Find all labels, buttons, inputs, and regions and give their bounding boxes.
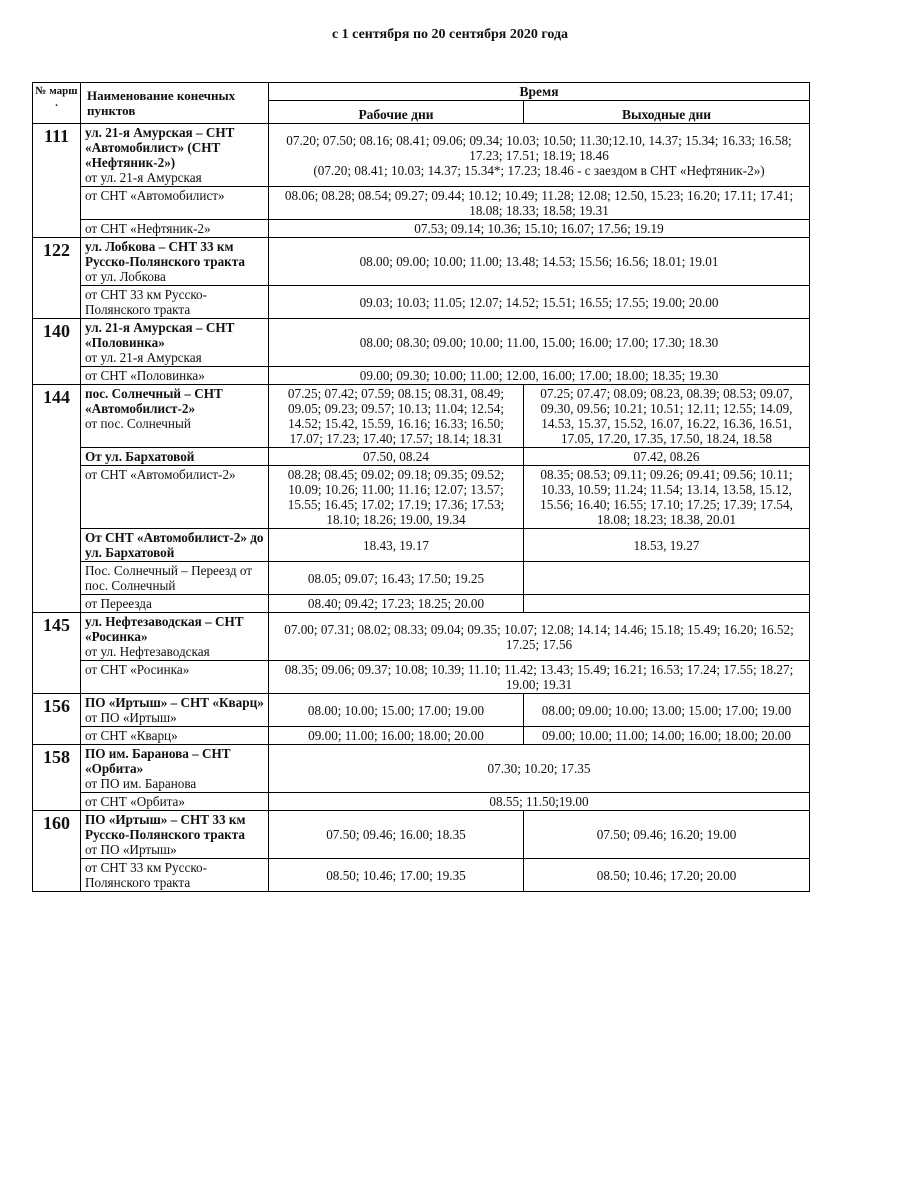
- endpoint-cell: [81, 727, 269, 745]
- route-row: [33, 220, 810, 238]
- route-number: 158: [33, 745, 81, 811]
- times-text: 09.00; 09.30; 10.00; 11.00; 12.00, 16.00; 17.00; 18.00; 18.35; 19.30: [359, 368, 719, 383]
- times-weekends: 08.00; 09.00; 10.00; 13.00; 15.00; 17.00; 19.00: [524, 694, 810, 727]
- route-row: [33, 595, 810, 613]
- endpoint-cell: [81, 694, 269, 727]
- endpoint-origin: от ул. 21-я Амурская: [85, 170, 202, 185]
- times-weekends: 18.53, 19.27: [524, 529, 810, 562]
- times-text: 07.53; 09.14; 10.36; 15.10; 16.07; 17.56; 19.19: [414, 221, 664, 236]
- page-title: с 1 сентября по 20 сентября 2020 года: [331, 27, 569, 42]
- route-row: [33, 661, 810, 694]
- endpoint-origin: от ПО им. Баранова: [85, 776, 197, 791]
- route-row: [33, 529, 810, 562]
- endpoint-origin: от ПО «Иртыш»: [85, 842, 177, 857]
- times-text: 08.00; 09.00; 10.00; 11.00; 13.48; 14.53; 15.56; 16.56; 18.01; 19.01: [359, 254, 719, 269]
- schedule-body: [33, 124, 810, 892]
- endpoint-route-name: ПО «Иртыш» – СНТ «Кварц»: [85, 695, 264, 710]
- header-workdays: Рабочие дни: [269, 101, 524, 124]
- times-workdays: 07.25; 07.42; 07.59; 08.15; 08.31, 08.49; 09.05; 09.23; 09.57; 10.13; 11.04; 12.54; 14.52; 15.42, 15.59, 16.16; 16.33; 16.50; 17.07; 17.23; 17.40; 17.57; 18.14; 18.31: [269, 385, 524, 448]
- endpoint-cell: [81, 466, 269, 529]
- times-text: 08.55; 11.50;19.00: [489, 794, 589, 809]
- times-weekends: [524, 595, 810, 613]
- endpoint-cell: [81, 745, 269, 793]
- endpoint-origin: от пос. Солнечный: [85, 416, 191, 431]
- header-endpoints: Наименование конечных пунктов: [81, 83, 269, 124]
- endpoint-origin: от Переезда: [85, 596, 152, 611]
- times-all-days: [269, 367, 810, 385]
- header-time: Время: [269, 83, 810, 101]
- route-row: [33, 367, 810, 385]
- endpoint-origin: от СНТ «Нефтяник-2»: [85, 221, 211, 236]
- times-text: 09.03; 10.03; 11.05; 12.07; 14.52; 15.51; 16.55; 17.55; 19.00; 20.00: [359, 294, 719, 310]
- times-workdays: 18.43, 19.17: [269, 529, 524, 562]
- endpoint-route-name: ПО им. Баранова – СНТ «Орбита»: [85, 746, 231, 776]
- endpoint-route-name: ПО «Иртыш» – СНТ 33 км Русско-Полянского тракта: [85, 812, 246, 842]
- endpoint-route-name: пос. Солнечный – СНТ «Автомобилист-2»: [85, 386, 223, 416]
- endpoint-cell: [81, 319, 269, 367]
- times-all-days: [269, 613, 810, 661]
- route-row: [33, 793, 810, 811]
- times-all-days: [269, 793, 810, 811]
- times-all-days: [269, 286, 810, 319]
- route-number: 145: [33, 613, 81, 694]
- endpoint-cell: [81, 220, 269, 238]
- endpoint-origin: от ул. 21-я Амурская: [85, 350, 202, 365]
- endpoint-cell: [81, 529, 269, 562]
- times-workdays: 08.28; 08.45; 09.02; 09.18; 09.35; 09.52; 10.09; 10.26; 11.00; 11.16; 12.07; 13.57; 15.55; 16.45; 17.02; 17.19; 17.36; 17.53; 18.10; 18.26; 19.00, 19.34: [269, 466, 524, 529]
- endpoint-origin: от ул. Лобкова: [85, 269, 166, 284]
- route-row: [33, 448, 810, 466]
- endpoint-route-name: ул. Лобкова – СНТ 33 км Русско-Полянского тракта: [85, 239, 245, 269]
- route-row: [33, 286, 810, 319]
- route-row: [33, 613, 810, 661]
- route-row: [33, 466, 810, 529]
- times-all-days: [269, 124, 810, 187]
- times-all-days: [269, 745, 810, 793]
- times-weekends: 08.50; 10.46; 17.20; 20.00: [524, 859, 810, 892]
- endpoint-origin: от СНТ «Половинка»: [85, 368, 205, 383]
- schedule-table: [32, 82, 810, 892]
- endpoint-origin: от СНТ 33 км Русско-Полянского тракта: [85, 287, 208, 317]
- times-note: (07.20; 08.41; 10.03; 14.37; 15.34*; 17.23; 18.46 - с заездом в СНТ «Нефтяник-2»): [313, 162, 765, 178]
- route-number: 160: [33, 811, 81, 892]
- header-weekends: Выходные дни: [524, 101, 810, 124]
- endpoint-cell: [81, 562, 269, 595]
- times-text: 07.30; 10.20; 17.35: [487, 761, 591, 776]
- route-row: [33, 124, 810, 187]
- endpoint-origin: от СНТ «Росинка»: [85, 662, 190, 677]
- route-row: [33, 187, 810, 220]
- times-text: 07.00; 07.31; 08.02; 08.33; 09.04; 09.35; 10.07; 12.08; 14.14; 14.46; 15.18; 15.49; 16.20; 16.52; 17.25; 17.56: [284, 621, 794, 652]
- endpoint-cell: [81, 811, 269, 859]
- endpoint-cell: [81, 661, 269, 694]
- times-workdays: 08.50; 10.46; 17.00; 19.35: [269, 859, 524, 892]
- endpoint-route-name: ул. 21-я Амурская – СНТ «Автомобилист» (СНТ «Нефтяник-2»): [85, 125, 235, 170]
- times-text: 08.35; 09.06; 09.37; 10.08; 10.39; 11.10; 11.42; 13.43; 15.49; 16.21; 16.53; 17.24; 17.55; 18.27; 19.00; 19.31: [284, 662, 794, 692]
- times-weekends: 07.50; 09.46; 16.20; 19.00: [524, 811, 810, 859]
- times-text: 08.00; 08.30; 09.00; 10.00; 11.00, 15.00; 16.00; 17.00; 17.30; 18.30: [359, 335, 719, 350]
- route-number: 156: [33, 694, 81, 745]
- times-text: 08.06; 08.28; 08.54; 09.27; 09.44; 10.12; 10.49; 11.28; 12.08; 12.50, 15.23; 16.20; 17.11; 17.41; 18.08; 18.33; 18.58; 19.31: [284, 188, 794, 218]
- route-row: [33, 694, 810, 727]
- times-workdays: 08.40; 09.42; 17.23; 18.25; 20.00: [269, 595, 524, 613]
- endpoint-cell: [81, 187, 269, 220]
- route-number: 144: [33, 385, 81, 613]
- times-weekends: 08.35; 08.53; 09.11; 09.26; 09.41; 09.56; 10.11; 10.33, 10.59; 11.24; 11.54; 13.14, 13.58, 15.12, 15.56; 16.40; 16.55; 17.10; 17.25; 17.39; 17.54, 18.08; 18.23; 18.38, 20.01: [524, 466, 810, 529]
- route-number: 122: [33, 238, 81, 319]
- endpoint-origin: от СНТ «Автомобилист»: [85, 188, 225, 203]
- times-all-days: [269, 319, 810, 367]
- times-workdays: 08.00; 10.00; 15.00; 17.00; 19.00: [269, 694, 524, 727]
- endpoint-cell: [81, 448, 269, 466]
- times-workdays: 09.00; 11.00; 16.00; 18.00; 20.00: [269, 727, 524, 745]
- endpoint-cell: [81, 595, 269, 613]
- route-number: 140: [33, 319, 81, 385]
- route-row: [33, 859, 810, 892]
- route-row: [33, 745, 810, 793]
- endpoint-origin: от СНТ «Автомобилист-2»: [85, 467, 236, 482]
- times-workdays: 08.05; 09.07; 16.43; 17.50; 19.25: [269, 562, 524, 595]
- times-weekends: 09.00; 10.00; 11.00; 14.00; 16.00; 18.00; 20.00: [524, 727, 810, 745]
- route-row: [33, 238, 810, 286]
- route-row: [33, 727, 810, 745]
- times-workdays: 07.50; 09.46; 16.00; 18.35: [269, 811, 524, 859]
- endpoint-origin: от СНТ 33 км Русско-Полянского тракта: [85, 860, 208, 890]
- endpoint-cell: [81, 286, 269, 319]
- times-weekends: 07.42, 08.26: [524, 448, 810, 466]
- route-row: [33, 562, 810, 595]
- endpoint-cell: [81, 124, 269, 187]
- times-all-days: [269, 661, 810, 694]
- route-row: [33, 385, 810, 448]
- header-route-number: № марш .: [33, 83, 81, 124]
- times-all-days: [269, 238, 810, 286]
- endpoint-cell: [81, 367, 269, 385]
- endpoint-route-name: От СНТ «Автомобилист-2» до ул. Бархатовой: [85, 530, 264, 560]
- endpoint-origin: от СНТ «Кварц»: [85, 728, 178, 743]
- route-row: [33, 319, 810, 367]
- times-weekends: 07.25; 07.47; 08.09; 08.23, 08.39; 08.53; 09.07, 09.30, 09.56; 10.21; 10.51; 12.11; 12.55; 14.09, 14.53, 15.37, 15.52, 16.07, 16.22, 16.36, 16.51, 17.05, 17.20, 17.35, 17.50, 18.24, 18.58: [524, 385, 810, 448]
- header-row: [33, 83, 810, 101]
- endpoint-cell: [81, 859, 269, 892]
- endpoint-cell: [81, 613, 269, 661]
- endpoint-cell: [81, 793, 269, 811]
- endpoint-origin: Пос. Солнечный – Переезд от пос. Солнечный: [85, 563, 253, 593]
- endpoint-origin: от ПО «Иртыш»: [85, 710, 177, 725]
- route-row: [33, 811, 810, 859]
- times-weekends: [524, 562, 810, 595]
- endpoint-route-name: ул. Нефтезаводская – СНТ «Росинка»: [85, 614, 244, 644]
- endpoint-route-name: От ул. Бархатовой: [85, 449, 195, 464]
- endpoint-origin: от ул. Нефтезаводская: [85, 644, 210, 659]
- endpoint-origin: от СНТ «Орбита»: [85, 794, 186, 809]
- route-number: 111: [33, 124, 81, 238]
- endpoint-cell: [81, 385, 269, 448]
- endpoint-route-name: ул. 21-я Амурская – СНТ «Половинка»: [85, 320, 235, 350]
- times-text: 07.20; 07.50; 08.16; 08.41; 09.06; 09.34; 10.03; 10.50; 11.30;12.10, 14.37; 15.34; 16.33; 16.58; 17.23; 17.51; 18.19; 18.46: [286, 132, 792, 163]
- endpoint-cell: [81, 238, 269, 286]
- times-all-days: [269, 187, 810, 220]
- times-workdays: 07.50, 08.24: [269, 448, 524, 466]
- times-all-days: [269, 220, 810, 238]
